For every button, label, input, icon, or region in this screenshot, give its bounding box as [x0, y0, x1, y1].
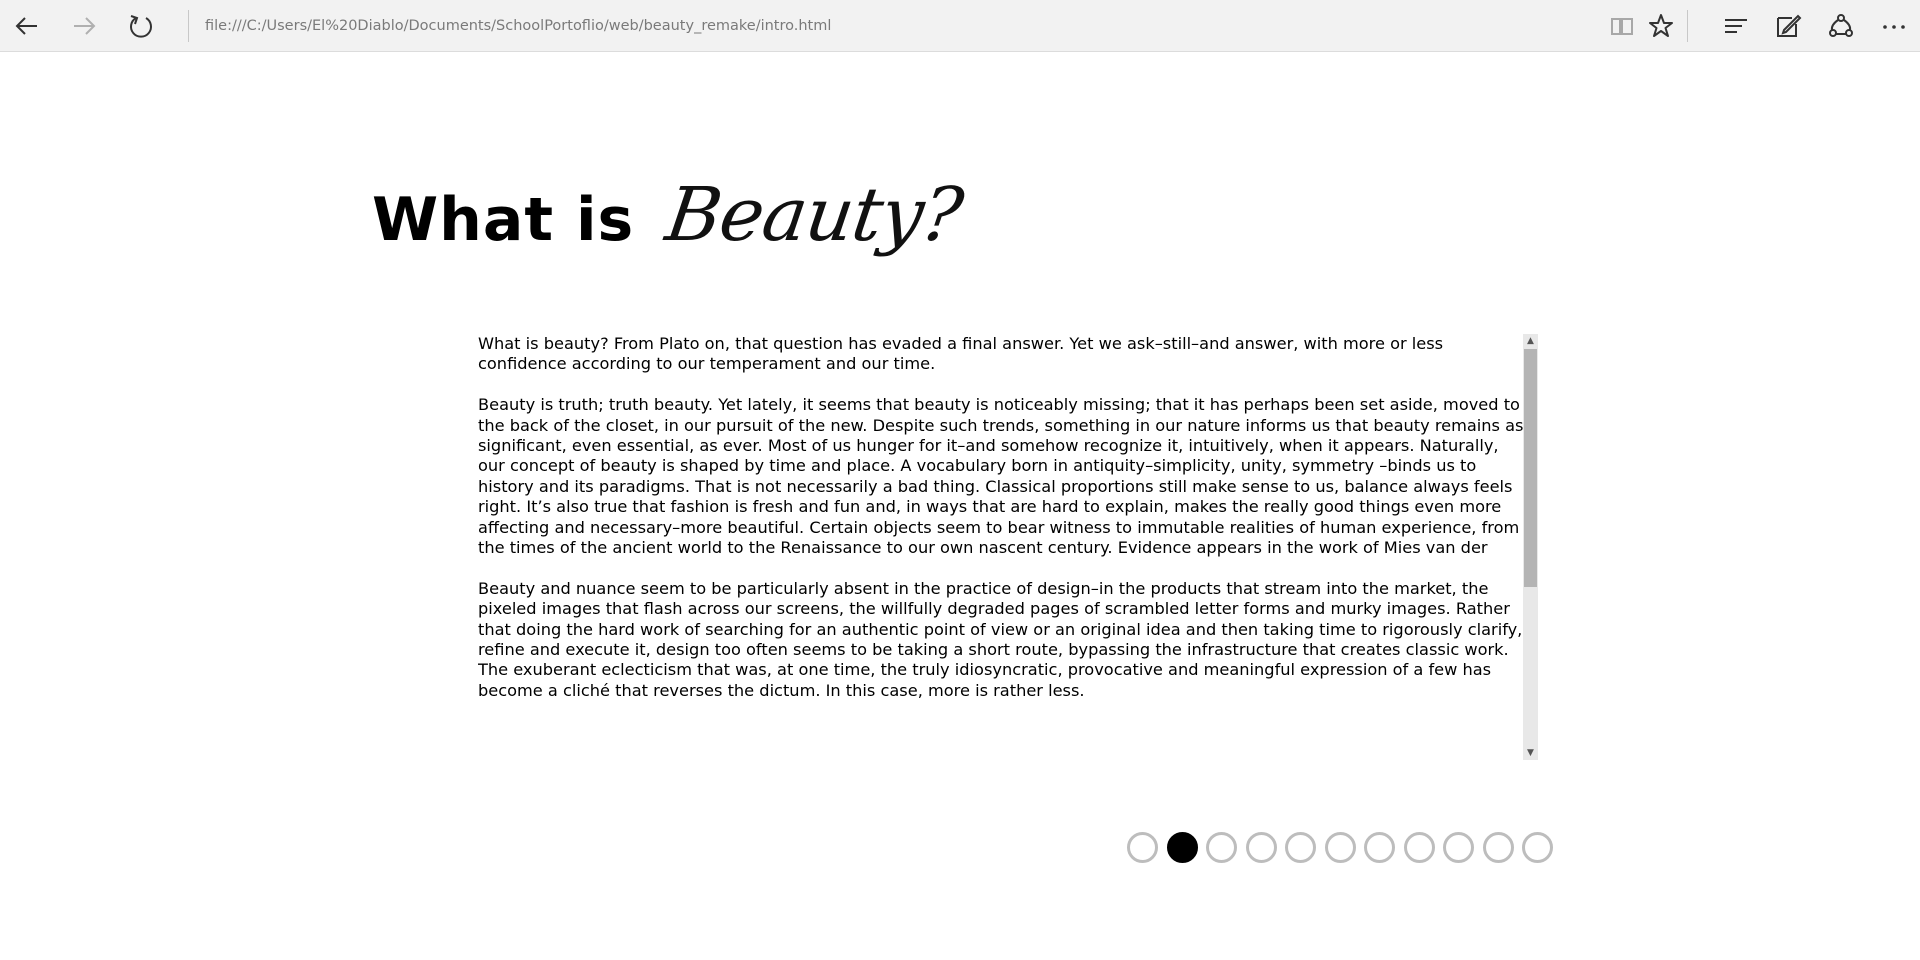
share-button[interactable]	[1821, 6, 1861, 46]
refresh-button[interactable]	[121, 6, 161, 46]
share-icon	[1827, 12, 1855, 40]
intro-paragraph-3: Beauty and nuance seem to be particularly absent in the practice of design–in the products that stream into the market, the pixeled images that flash across our screens, the willfully degraded pages of scrambled letter forms and murky images. Rather that doing the hard work of searching for an authentic point of view or an original idea and then taking time to rigorously clarify, refine and execute it, design too often seems to be taking a short route, bypassing the infrastructure that creates classic work. The exuberant eclecticism that was, at one time, the truly idiosyncratic, provocative and meaningful expression of a few has become a cliché that reverses the dictum. In this case, more is rather less.	[478, 578, 1523, 700]
refresh-icon	[127, 12, 155, 40]
reading-view-icon	[1608, 12, 1636, 40]
more-icon	[1880, 12, 1908, 40]
more-button[interactable]	[1874, 6, 1914, 46]
scroll-down-arrow-icon[interactable]: ▼	[1527, 748, 1534, 758]
back-button[interactable]	[7, 6, 47, 46]
page-pagination	[1127, 832, 1553, 864]
vertical-scrollbar[interactable]	[1523, 334, 1538, 760]
toolbar-divider-right	[1687, 10, 1688, 42]
intro-text	[478, 334, 1524, 722]
pagination-dot-3[interactable]	[1206, 832, 1237, 863]
back-arrow-icon	[13, 12, 41, 40]
pagination-dot-6[interactable]	[1325, 832, 1356, 863]
pagination-dot-11[interactable]	[1522, 832, 1553, 863]
page-title	[372, 172, 968, 292]
pagination-dot-10[interactable]	[1483, 832, 1514, 863]
pagination-dot-5[interactable]	[1285, 832, 1316, 863]
favorite-star-icon	[1647, 12, 1675, 40]
pagination-dot-1[interactable]	[1127, 832, 1158, 863]
page-title-script: Beauty?	[661, 172, 968, 258]
reading-view-button[interactable]	[1602, 6, 1642, 46]
pagination-dot-4[interactable]	[1246, 832, 1277, 863]
hub-button[interactable]	[1716, 6, 1756, 46]
web-note-button[interactable]	[1768, 6, 1808, 46]
pagination-dot-9[interactable]	[1443, 832, 1474, 863]
intro-paragraph-1: What is beauty? From Plato on, that question has evaded a final answer. Yet we ask–still–and answer, with more or less confidence according to our temperament and our time.	[478, 334, 1444, 374]
web-note-icon	[1774, 12, 1802, 40]
favorite-button[interactable]	[1641, 6, 1681, 46]
toolbar-divider	[188, 10, 189, 42]
page-title-main: What is	[372, 185, 635, 255]
intro-text-scroll-area[interactable]	[478, 334, 1538, 760]
pagination-dot-7[interactable]	[1364, 832, 1395, 863]
forward-arrow-icon	[70, 12, 98, 40]
scrollbar-thumb[interactable]	[1524, 349, 1537, 587]
pagination-dot-2[interactable]	[1167, 832, 1198, 863]
intro-paragraph-2: Beauty is truth; truth beauty. Yet lately, it seems that beauty is noticeably missing; that it has perhaps been set aside, moved to the back of the closet, in our pursuit of the new. Despite such trends, something in our nature informs us that beauty remains as significant, even essential, as ever. Most of us hunger for it–and somehow recognize it, intuitively, when it appears. Naturally, our concept of beauty is shaped by time and place. A vocabulary born in antiquity–simplicity, unity, symmetry –binds us to history and its paradigms. That is not necessarily a bad thing. Classical proportions still make sense to us, balance always feels right. It’s also true that fashion is fresh and fun and, in ways that are hard to explain, makes the really good things even more affecting and necessary–more beautiful. Certain objects seem to bear witness to immutable realities of human experience, from the times of the ancient world to the Renaissance to our own nascent century. Evidence appears in the work of Mies van der	[478, 395, 1524, 558]
forward-button[interactable]	[64, 6, 104, 46]
pagination-dot-8[interactable]	[1404, 832, 1435, 863]
browser-toolbar	[0, 0, 1920, 52]
scroll-up-arrow-icon[interactable]: ▲	[1527, 336, 1534, 346]
address-bar[interactable]: file:///C:/Users/El%20Diablo/Documents/SchoolPortoflio/web/beauty_remake/intro.html	[205, 18, 832, 34]
hub-icon	[1722, 12, 1750, 40]
